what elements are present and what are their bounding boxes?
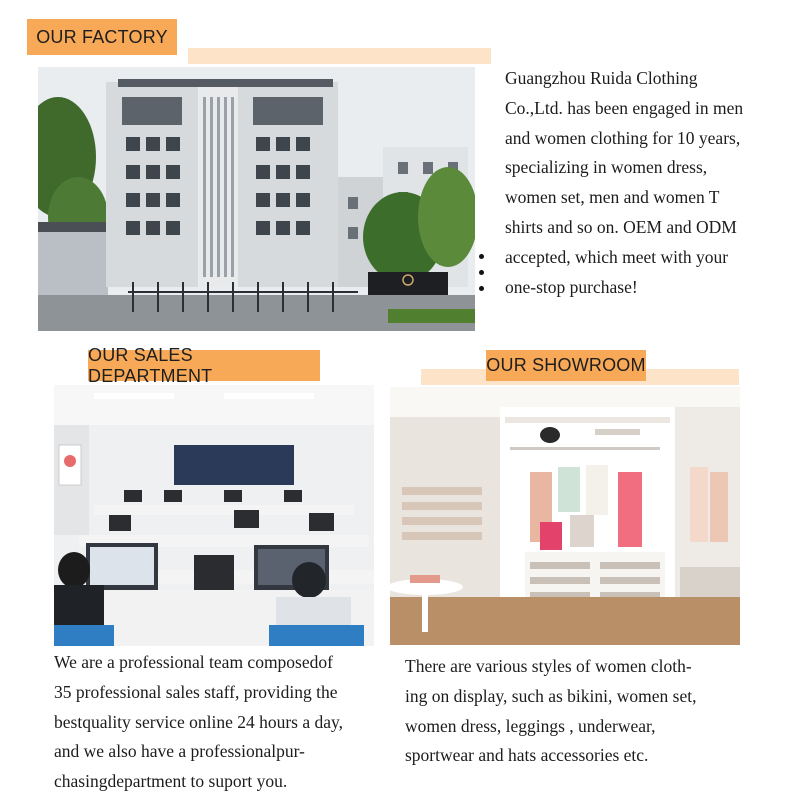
- showroom-section-title: OUR SHOWROOM: [486, 350, 646, 381]
- sales-office-photo: [54, 385, 374, 646]
- sales-description-line: We are a professional team composedof: [54, 652, 333, 672]
- factory-description-line: Guangzhou Ruida Clothing: [505, 68, 698, 88]
- factory-accent-strip: [188, 48, 491, 64]
- sales-description-line: 35 professional sales staff, providing the: [54, 681, 338, 702]
- factory-description-line: specializing in women dress,: [505, 157, 708, 178]
- factory-section-title: OUR FACTORY: [27, 19, 177, 55]
- factory-description-line: women set, men and women T: [505, 187, 720, 208]
- factory-description: [505, 64, 795, 302]
- sales-section-title: OUR SALES DEPARTMENT: [88, 350, 320, 381]
- factory-building-photo: [38, 67, 475, 331]
- showroom-photo: [390, 387, 740, 645]
- factory-description-line: Co.,Ltd. has been engaged in men: [505, 97, 744, 118]
- bullet-dot: [479, 270, 484, 275]
- factory-description-line: and women clothing for 10 years,: [505, 127, 741, 148]
- showroom-description-line: There are various styles of women cloth-: [405, 656, 692, 676]
- factory-description-line: one-stop purchase!: [505, 276, 638, 297]
- factory-description-line: accepted, which meet with your: [505, 246, 729, 267]
- bullet-dot: [479, 286, 484, 291]
- showroom-description-line: sportwear and hats accessories etc.: [405, 745, 649, 766]
- sales-description-line: and we also have a professionalpur-: [54, 741, 305, 762]
- showroom-description-line: women dress, leggings , underwear,: [405, 715, 656, 736]
- sales-description-line: bestquality service online 24 hours a day,: [54, 711, 343, 732]
- showroom-description: [405, 652, 750, 771]
- bullet-dot: [479, 254, 484, 259]
- sales-description: [54, 648, 384, 797]
- sales-description-line: chasingdepartment to suport you.: [54, 771, 288, 792]
- factory-description-line: shirts and so on. OEM and ODM: [505, 216, 737, 237]
- showroom-description-line: ing on display, such as bikini, women set,: [405, 685, 697, 706]
